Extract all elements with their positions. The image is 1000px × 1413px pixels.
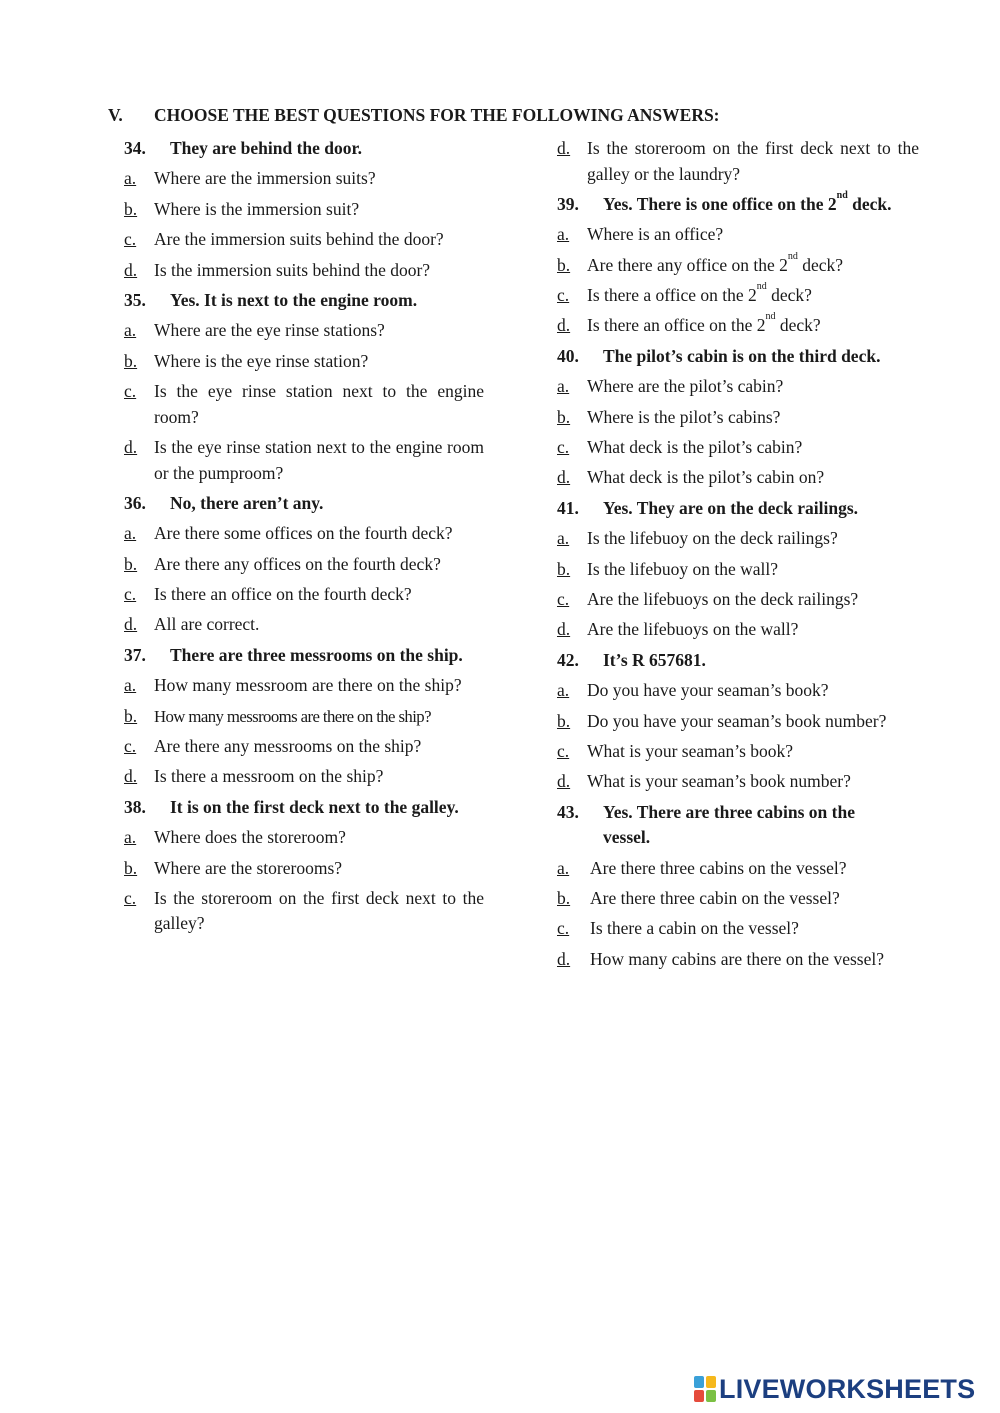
option-39b[interactable]: b. Are there any office on the 2nd deck?: [557, 250, 844, 275]
question-40: 40. The pilot’s cabin is on the third deck.: [557, 344, 919, 370]
question-35: 35. Yes. It is next to the engine room.: [124, 288, 484, 314]
left-column: [124, 136, 484, 942]
option-41b[interactable]: b. Is the lifebuoy on the wall?: [557, 558, 778, 579]
liveworksheets-logo: [694, 1374, 975, 1404]
option-41c[interactable]: c. Are the lifebuoys on the deck railings?: [557, 588, 859, 609]
option-43d[interactable]: d. How many cabins are there on the vessel?: [557, 948, 884, 969]
option-36b[interactable]: b. Are there any offices on the fourth deck?: [124, 553, 441, 574]
question-43: 43. Yes. There are three cabins on the vessel.: [557, 800, 919, 851]
answer-text: No, there aren’t any.: [170, 492, 324, 513]
option-36c[interactable]: c. Is there an office on the fourth deck?: [124, 584, 412, 605]
option-34b[interactable]: b. Where is the immersion suit?: [124, 198, 360, 219]
question-37: 37. There are three messrooms on the ship.: [124, 643, 484, 669]
answer-text: Yes. There is one office on the 2nd deck.: [603, 189, 892, 214]
section-number: V.: [108, 105, 123, 125]
question-38: 38. It is on the first deck next to the galley.: [124, 795, 484, 821]
option-39a[interactable]: a. Where is an office?: [557, 224, 724, 245]
option-43c[interactable]: c. Is there a cabin on the vessel?: [557, 918, 799, 939]
question-41: 41. Yes. They are on the deck railings.: [557, 496, 919, 522]
answer-text: They are behind the door.: [170, 138, 363, 158]
section-heading: [108, 105, 720, 126]
answer-text: Yes. It is next to the engine room.: [170, 289, 418, 310]
question-42: 42. It’s R 657681.: [557, 648, 919, 674]
option-40a[interactable]: a. Where are the pilot’s cabin?: [557, 376, 784, 397]
option-40b[interactable]: b. Where is the pilot’s cabins?: [557, 406, 781, 427]
option-36a[interactable]: a. Are there some offices on the fourth deck?: [124, 523, 453, 544]
option-34a[interactable]: a. Where are the immersion suits?: [124, 168, 376, 189]
option-38a[interactable]: a. Where does the storeroom?: [124, 827, 346, 848]
question-36: 36. No, there aren’t any.: [124, 491, 484, 517]
option-40d[interactable]: d. What deck is the pilot’s cabin on?: [557, 467, 825, 488]
option-38b[interactable]: b. Where are the storerooms?: [124, 857, 343, 878]
option-39d[interactable]: d. Is there an office on the 2nd deck?: [557, 311, 821, 336]
answer-text: Yes. There are three cabins on the vessel.: [603, 801, 855, 848]
question-34: 34. They are behind the door.: [124, 136, 484, 162]
right-column: [557, 136, 919, 977]
option-34c[interactable]: c. Are the immersion suits behind the door?: [124, 229, 444, 250]
logo-text: LIVEWORKSHEETS: [719, 1373, 976, 1404]
option-37c[interactable]: c. Are there any messrooms on the ship?: [124, 736, 422, 757]
answer-text: The pilot’s cabin is on the third deck.: [603, 345, 881, 366]
answer-text: There are three messrooms on the ship.: [170, 644, 463, 665]
option-37b[interactable]: b. How many messrooms are there on the ship?: [124, 705, 431, 726]
option-43a[interactable]: a. Are there three cabins on the vessel?: [557, 857, 847, 878]
option-43b[interactable]: b. Are there three cabin on the vessel?: [557, 887, 840, 908]
option-41d[interactable]: d. Are the lifebuoys on the wall?: [557, 619, 799, 640]
option-41a[interactable]: a. Is the lifebuoy on the deck railings?: [557, 528, 838, 549]
question-39: 39. Yes. There is one office on the 2nd deck.: [557, 192, 919, 218]
option-37d[interactable]: d. Is there a messroom on the ship?: [124, 766, 384, 787]
option-36d[interactable]: d. All are correct.: [124, 614, 260, 635]
answer-text: It is on the first deck next to the galley.: [170, 796, 459, 817]
option-35c[interactable]: c. Is the eye rinse station next to the engine room?: [124, 381, 484, 427]
option-35d[interactable]: d. Is the eye rinse station next to the engine room or the pumproom?: [124, 437, 484, 483]
answer-text: Yes. They are on the deck railings.: [603, 497, 859, 518]
option-42b[interactable]: b. Do you have your seaman’s book number?: [557, 710, 887, 731]
answer-text: It’s R 657681.: [603, 649, 706, 670]
option-42a[interactable]: a. Do you have your seaman’s book?: [557, 680, 829, 701]
option-40c[interactable]: c. What deck is the pilot’s cabin?: [557, 437, 803, 458]
option-37a[interactable]: a. How many messroom are there on the ship?: [124, 675, 462, 696]
option-35b[interactable]: b. Where is the eye rinse station?: [124, 350, 369, 371]
logo-mark-icon: [694, 1376, 716, 1402]
option-39c[interactable]: c. Is there a office on the 2nd deck?: [557, 281, 812, 306]
section-title: CHOOSE THE BEST QUESTIONS FOR THE FOLLOWING ANSWERS:: [154, 105, 720, 125]
option-38c[interactable]: c. Is the storeroom on the first deck next to the galley?: [124, 887, 484, 934]
option-35a[interactable]: a. Where are the eye rinse stations?: [124, 320, 385, 341]
option-34d[interactable]: d. Is the immersion suits behind the door?: [124, 259, 431, 280]
option-38d[interactable]: d. Is the storeroom on the first deck next to the galley or the laundry?: [557, 138, 919, 184]
option-42d[interactable]: d. What is your seaman’s book number?: [557, 771, 851, 792]
option-42c[interactable]: c. What is your seaman’s book?: [557, 740, 794, 761]
